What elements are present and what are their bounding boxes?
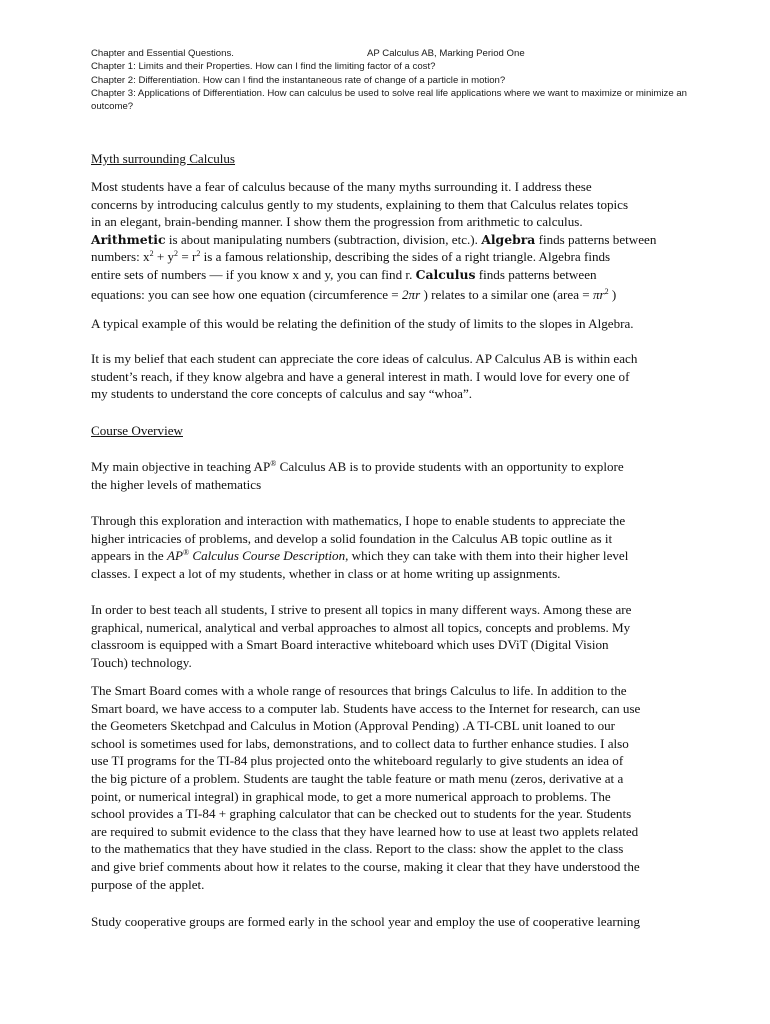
ap-italic: AP — [167, 548, 183, 564]
text-run: Calculus AB is to provide students with an opportunity to explore — [276, 459, 624, 474]
text-line: school is sometimes used for labs, demonstrations, and to collect data to further enhance studies. I also — [91, 735, 629, 751]
text-run: = r — [178, 249, 197, 265]
text-line: school provides a TI-84 + graphing calculator that can be checked out to students for the year. Students — [91, 806, 632, 822]
exponent: 2 — [604, 286, 609, 296]
text-line — [91, 248, 731, 266]
myth-paragraph-2: A typical example of this would be relating the definition of the study of limits to the slopes in Algebra. — [91, 316, 634, 331]
overview-paragraph-5: Study cooperative groups are formed early in the school year and employ the use of cooperative learning — [91, 914, 641, 929]
course-period: AP Calculus AB, Marking Period One — [367, 48, 525, 59]
arithmetic-term: Arithmetic — [91, 231, 166, 247]
text-line — [91, 231, 731, 249]
chapter-3-question: Chapter 3: Applications of Differentiation. How can calculus be used to solve real life applications where we want to maximize or minimize an outcome? — [91, 88, 687, 113]
text-line: the Geometers Sketchpad and Calculus in Motion (Approval Pending) .A TI-CBL unit loaned to our — [91, 718, 616, 734]
chapter-1-question: Chapter 1: Limits and their Properties. How can I find the limiting factor of a cost? — [91, 61, 436, 72]
text-run: is about manipulating numbers (subtraction, division, etc.). — [165, 231, 482, 247]
text-line — [91, 547, 731, 565]
text-run: numbers: x — [91, 249, 150, 265]
text-run: finds patterns between — [535, 231, 657, 247]
text-run: is a famous relationship, describing the sides of a right triangle. Algebra finds — [200, 249, 611, 265]
chapter-2-question: Chapter 2: Differentiation. How can I find the instantaneous rate of change of a particle in motion? — [91, 75, 506, 86]
text-line: Touch) technology. — [91, 654, 192, 670]
text-line: Most students have a fear of calculus because of the many myths surrounding it. I address these — [91, 179, 592, 194]
text-line: The Smart Board comes with a whole range of resources that brings Calculus to life. In addition to the — [91, 683, 627, 698]
text-line: concerns by introducing calculus gently to my students, explaining to them that Calculus relates topics — [91, 196, 629, 212]
text-line: in an elegant, brain-bending manner. I show them the progression from arithmetic to calculus. — [91, 214, 583, 230]
text-line: purpose of the applet. — [91, 876, 205, 892]
text-line: In order to best teach all students, I strive to present all topics in many different ways. Among these are — [91, 602, 632, 617]
header-line-1 — [91, 47, 741, 60]
registered-mark: ® — [183, 548, 190, 558]
text-run: My main objective in teaching AP — [91, 459, 271, 474]
overview-paragraph-3 — [91, 601, 731, 671]
text-line — [91, 286, 731, 304]
algebra-term: Algebra — [481, 231, 536, 247]
myth-paragraph-3 — [91, 350, 731, 403]
text-line — [91, 458, 731, 476]
exponent: 2 — [174, 249, 179, 259]
text-line: It is my belief that each student can appreciate the core ideas of calculus. AP Calculus AB is within each — [91, 351, 638, 366]
text-line: classroom is equipped with a Smart Board interactive whiteboard which uses DViT (Digital Vision — [91, 637, 609, 653]
text-run: ) — [608, 286, 617, 302]
text-line: point, or numerical integral) in graphical mode, to get a more numerical approach to problems. The — [91, 788, 611, 804]
text-line: and give brief comments about how it relates to the course, making it clear that they have understood the — [91, 858, 640, 874]
text-run: entire sets of numbers — if you know x and y, you can find r. — [91, 266, 416, 282]
text-line: Through this exploration and interaction with mathematics, I hope to enable students to appreciate the — [91, 513, 626, 528]
text-line: the big picture of a problem. Students are taught the table feature or math menu (zeros, derivative at a — [91, 770, 624, 786]
calculus-term: Calculus — [415, 266, 476, 282]
circumference-formula: 2πr — [401, 286, 421, 302]
overview-paragraph-1 — [91, 458, 731, 493]
course-overview-heading: Course Overview — [91, 423, 183, 438]
overview-paragraph-2 — [91, 512, 731, 582]
overview-paragraph-4 — [91, 682, 731, 893]
myth-paragraph-1 — [91, 178, 731, 303]
text-line: to the mathematics that they have studied in the class. Report to the class: show the applet to the class — [91, 841, 624, 857]
exponent: 2 — [149, 249, 154, 259]
text-line — [91, 266, 731, 284]
text-line: my students to understand the core concepts of calculus and say “whoa”. — [91, 386, 473, 402]
chapters-title: Chapter and Essential Questions. — [91, 48, 234, 59]
text-run: ) relates to a similar one (area = — [420, 286, 593, 302]
exponent: 2 — [196, 249, 201, 259]
text-run: finds patterns between — [475, 266, 597, 282]
text-run: + y — [153, 249, 175, 265]
text-line: use TI programs for the TI-84 plus projected onto the whiteboard regularly to give students an idea of — [91, 753, 624, 769]
area-formula: πr — [592, 286, 605, 302]
text-line: student’s reach, if they know algebra and have a general interest in math. I would love for every one of — [91, 368, 630, 384]
text-run: appears in the — [91, 548, 167, 564]
course-description-title: Calculus Course Description — [189, 548, 346, 564]
text-line: higher intricacies of problems, and develop a solid foundation in the Calculus AB topic outline as it — [91, 530, 613, 546]
text-run: equations: you can see how one equation (circumference = — [91, 286, 402, 302]
text-line: classes. I expect a lot of my students, whether in class or at home writing up assignments. — [91, 565, 561, 581]
myth-heading: Myth surrounding Calculus — [91, 151, 236, 166]
text-run: , which they can take with them into their higher level — [345, 548, 629, 564]
text-line: are required to submit evidence to the class that they have learned how to use at least two applets related — [91, 823, 639, 839]
text-line: Smart board, we have access to a computer lab. Students have access to the Internet for research, can use — [91, 700, 641, 716]
text-line: graphical, numerical, analytical and verbal approaches to almost all topics, concepts and problems. My — [91, 619, 631, 635]
registered-mark: ® — [270, 459, 277, 468]
text-line: the higher levels of mathematics — [91, 476, 262, 492]
